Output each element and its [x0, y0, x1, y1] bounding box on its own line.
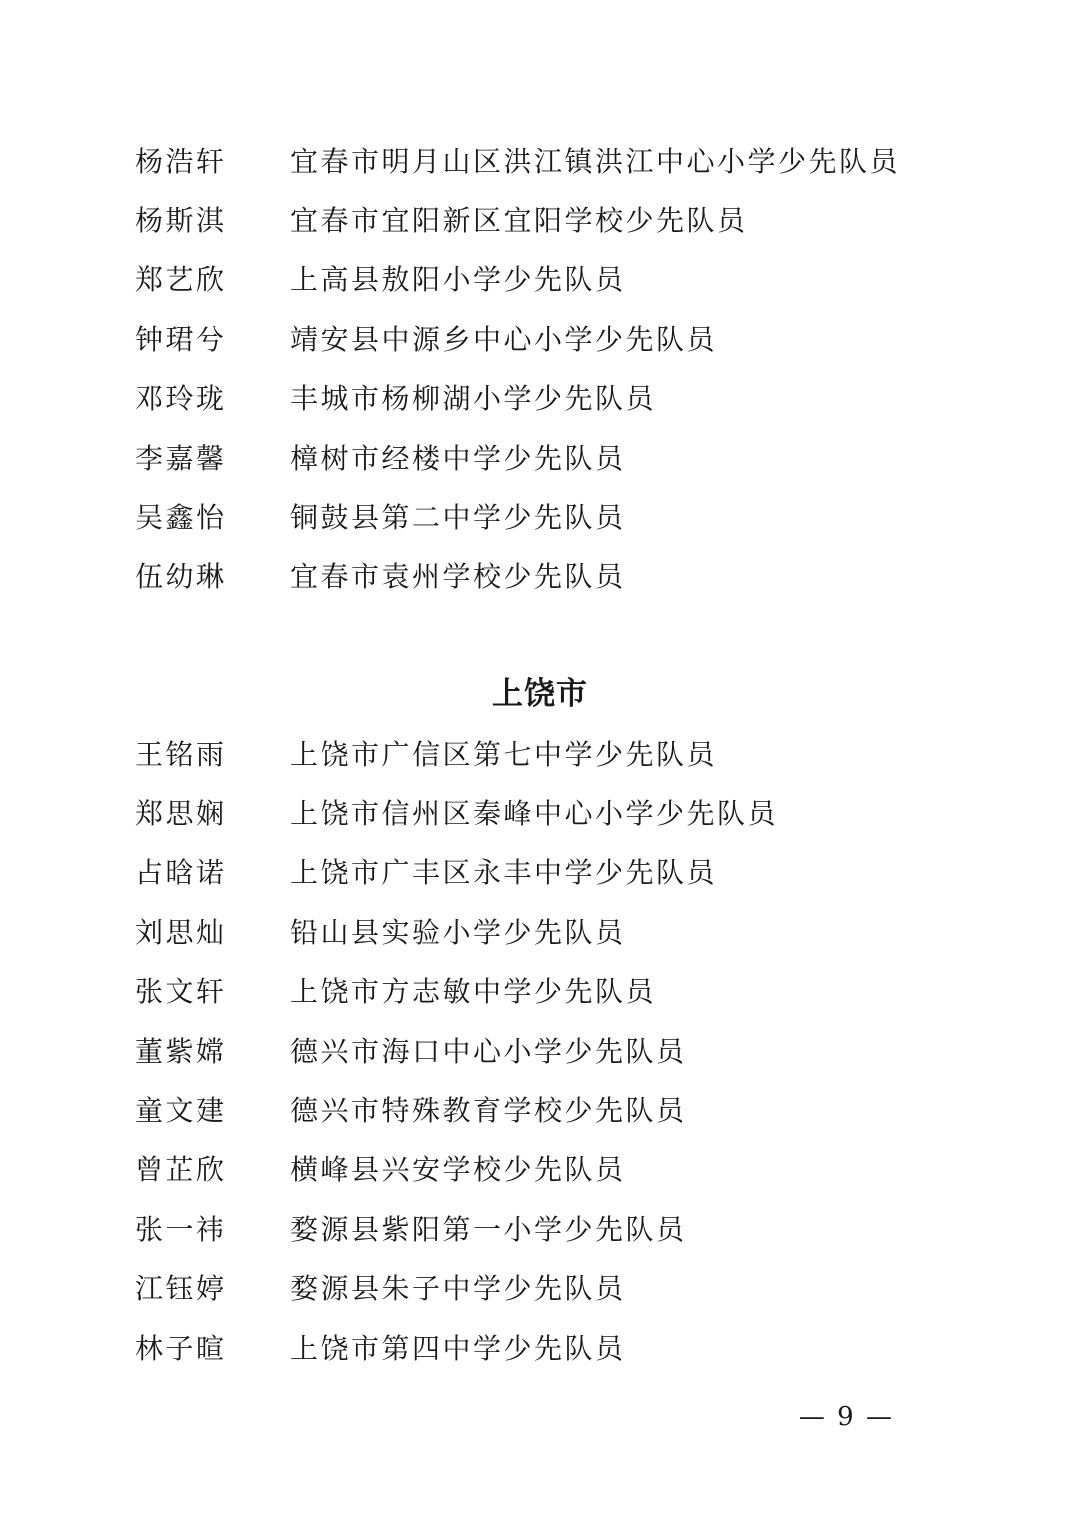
- honoree-name: 张一祎: [135, 1212, 227, 1246]
- honoree-name: 杨浩轩: [135, 144, 227, 178]
- honoree-list-yichun: [135, 130, 955, 605]
- honoree-name: 曾芷欣: [135, 1153, 227, 1187]
- honoree-affiliation: 樟树市经楼中学少先队员: [290, 441, 626, 475]
- honoree-affiliation: 宜春市宜阳新区宜阳学校少先队员: [290, 204, 748, 238]
- honoree-affiliation: 德兴市特殊教育学校少先队员: [290, 1094, 687, 1128]
- honoree-affiliation: 宜春市明月山区洪江镇洪江中心小学少先队员: [290, 144, 901, 178]
- list-item: [135, 1258, 955, 1317]
- honoree-affiliation: 上饶市信州区秦峰中心小学少先队员: [290, 797, 779, 831]
- honoree-affiliation: 上饶市方志敏中学少先队员: [290, 975, 657, 1009]
- honoree-name: 吴鑫怡: [135, 501, 227, 535]
- honoree-name: 林子暄: [135, 1331, 227, 1365]
- list-item: [135, 961, 955, 1020]
- honoree-affiliation: 婺源县紫阳第一小学少先队员: [290, 1212, 687, 1246]
- list-item: [135, 486, 955, 545]
- list-item: [135, 368, 955, 427]
- list-item: [135, 1079, 955, 1138]
- honoree-name: 童文建: [135, 1094, 227, 1128]
- list-item: [135, 427, 955, 486]
- honoree-name: 张文轩: [135, 975, 227, 1009]
- honoree-affiliation: 婺源县朱子中学少先队员: [290, 1272, 626, 1306]
- list-item: [135, 782, 955, 841]
- list-item: [135, 1020, 955, 1079]
- honoree-list-shangrao: [135, 723, 955, 1376]
- list-item: [135, 546, 955, 605]
- honoree-name: 钟珺兮: [135, 322, 227, 356]
- honoree-name: 郑思娴: [135, 797, 227, 831]
- list-item: [135, 249, 955, 308]
- honoree-name: 邓玲珑: [135, 382, 227, 416]
- honoree-affiliation: 德兴市海口中心小学少先队员: [290, 1034, 687, 1068]
- list-item: [135, 130, 955, 189]
- honoree-name: 郑艺欣: [135, 263, 227, 297]
- page-number: — 9 —: [798, 1402, 894, 1432]
- list-item: [135, 723, 955, 782]
- honoree-name: 占晗诺: [135, 856, 227, 890]
- list-item: [135, 1198, 955, 1257]
- honoree-name: 伍幼琳: [135, 560, 227, 594]
- honoree-name: 刘思灿: [135, 915, 227, 949]
- honoree-name: 李嘉馨: [135, 441, 227, 475]
- honoree-name: 江钰婷: [135, 1272, 227, 1306]
- list-item: [135, 901, 955, 960]
- honoree-name: 杨斯淇: [135, 204, 227, 238]
- honoree-affiliation: 上饶市广丰区永丰中学少先队员: [290, 856, 718, 890]
- list-item: [135, 189, 955, 248]
- honoree-name: 董紫嫦: [135, 1034, 227, 1068]
- section-heading-shangrao: 上饶市: [492, 676, 588, 712]
- honoree-affiliation: 铅山县实验小学少先队员: [290, 915, 626, 949]
- list-item: [135, 1139, 955, 1198]
- honoree-affiliation: 宜春市袁州学校少先队员: [290, 560, 626, 594]
- honoree-affiliation: 靖安县中源乡中心小学少先队员: [290, 322, 718, 356]
- honoree-affiliation: 上高县敖阳小学少先队员: [290, 263, 626, 297]
- honoree-affiliation: 上饶市广信区第七中学少先队员: [290, 737, 718, 771]
- list-item: [135, 308, 955, 367]
- honoree-affiliation: 上饶市第四中学少先队员: [290, 1331, 626, 1365]
- honoree-affiliation: 铜鼓县第二中学少先队员: [290, 501, 626, 535]
- list-item: [135, 842, 955, 901]
- honoree-name: 王铭雨: [135, 737, 227, 771]
- list-item: [135, 1317, 955, 1376]
- honoree-affiliation: 横峰县兴安学校少先队员: [290, 1153, 626, 1187]
- honoree-affiliation: 丰城市杨柳湖小学少先队员: [290, 382, 657, 416]
